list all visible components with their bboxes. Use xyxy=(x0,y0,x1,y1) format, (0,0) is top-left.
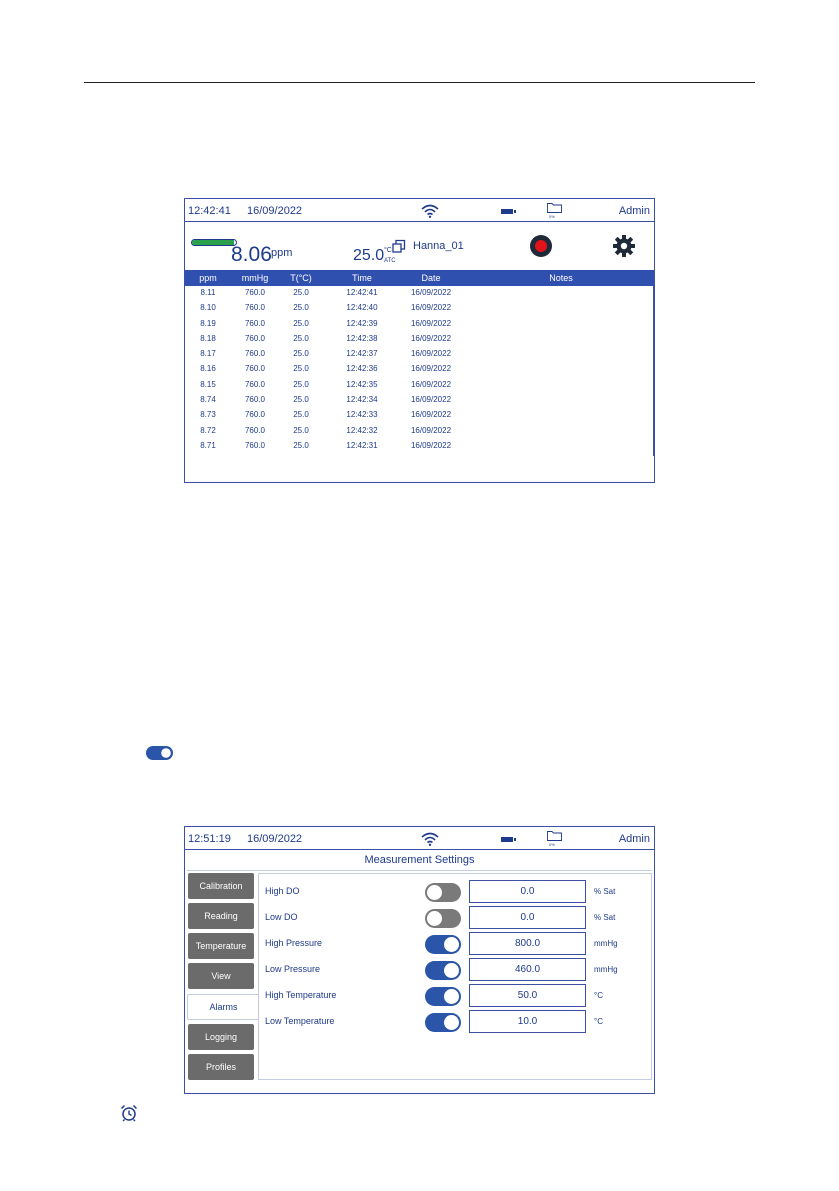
setting-label: High DO xyxy=(265,886,300,896)
reading-value: 8.06 xyxy=(231,243,272,266)
table-row[interactable] xyxy=(185,317,654,332)
cell-ppm: 8.71 xyxy=(200,440,216,450)
cell-date: 16/09/2022 xyxy=(410,379,452,389)
setting-unit: % Sat xyxy=(594,887,616,896)
wifi-icon xyxy=(421,204,439,218)
cell-time: 12:42:36 xyxy=(346,364,378,374)
cell-ppm: 8.19 xyxy=(200,318,216,328)
table-row[interactable] xyxy=(185,362,654,377)
cell-mmhg: 760.0 xyxy=(244,349,266,359)
status-time: 12:51:19 xyxy=(188,833,231,845)
cell-ppm: 8.72 xyxy=(200,425,216,435)
cell-date: 16/09/2022 xyxy=(410,364,452,374)
toggle-knob xyxy=(444,937,459,952)
cell-date: 16/09/2022 xyxy=(410,333,452,343)
setting-row-low-do xyxy=(259,906,651,928)
record-icon xyxy=(535,240,547,252)
table-row[interactable] xyxy=(185,301,654,316)
cell-date: 16/09/2022 xyxy=(410,425,452,435)
tab-profiles[interactable]: Profiles xyxy=(188,1054,254,1080)
cell-time: 12:42:40 xyxy=(346,303,378,313)
toggle-knob xyxy=(444,1015,459,1030)
toggle-icon xyxy=(146,746,173,760)
cell-temp: 25.0 xyxy=(293,288,309,297)
title-divider xyxy=(187,870,652,871)
tab-view[interactable]: View xyxy=(188,963,254,989)
temperature-unit: °C xyxy=(384,247,392,254)
low-do-toggle[interactable] xyxy=(425,909,461,928)
low-temperature-toggle[interactable] xyxy=(425,1013,461,1032)
alarms-panel xyxy=(258,873,652,1080)
battery-icon xyxy=(501,837,513,842)
low-temperature-value-field[interactable]: 10.0 xyxy=(469,1010,586,1033)
setting-row-low-temperature xyxy=(259,1010,651,1032)
low-do-value-field[interactable]: 0.0 xyxy=(469,906,586,929)
tab-reading[interactable]: Reading xyxy=(188,903,254,929)
cell-ppm: 8.11 xyxy=(200,288,216,297)
low-pressure-toggle[interactable] xyxy=(425,961,461,980)
cell-temp: 25.0 xyxy=(293,318,309,328)
cell-mmhg: 760.0 xyxy=(244,288,266,297)
col-date: Date xyxy=(421,273,441,283)
cell-temp: 25.0 xyxy=(293,303,309,313)
cell-ppm: 8.16 xyxy=(200,364,216,374)
page-header-rule xyxy=(84,82,755,83)
setting-unit: °C xyxy=(594,1017,603,1026)
logging-screen xyxy=(184,198,655,483)
cell-mmhg: 760.0 xyxy=(244,410,266,420)
table-row[interactable] xyxy=(185,408,654,423)
battery-icon xyxy=(501,209,513,214)
col-temp: T(°C) xyxy=(290,273,312,283)
stability-bar-fill xyxy=(192,240,234,245)
user-label[interactable]: Admin xyxy=(618,205,650,217)
cell-ppm: 8.74 xyxy=(200,395,216,405)
cell-temp: 25.0 xyxy=(293,440,309,450)
gear-icon[interactable] xyxy=(612,234,636,258)
cell-time: 12:42:33 xyxy=(346,410,378,420)
folder-icon[interactable] xyxy=(547,830,562,841)
toggle-knob xyxy=(444,989,459,1004)
temperature-value: 25.0 xyxy=(353,247,385,264)
cell-mmhg: 760.0 xyxy=(244,425,266,435)
table-row[interactable] xyxy=(185,424,654,439)
cell-time: 12:42:41 xyxy=(346,288,378,297)
cell-mmhg: 760.0 xyxy=(244,303,266,313)
cell-time: 12:42:39 xyxy=(346,318,378,328)
high-do-value-field[interactable]: 0.0 xyxy=(469,880,586,903)
tab-alarms[interactable]: Alarms xyxy=(187,994,259,1020)
cell-time: 12:42:37 xyxy=(346,349,378,359)
storage-percent: 0% xyxy=(549,214,555,219)
alarm-clock-icon xyxy=(120,1104,138,1122)
cell-mmhg: 760.0 xyxy=(244,395,266,405)
cell-mmhg: 760.0 xyxy=(244,379,266,389)
setting-label: Low DO xyxy=(265,912,298,922)
cell-date: 16/09/2022 xyxy=(410,318,452,328)
cell-ppm: 8.10 xyxy=(200,303,216,313)
reading-unit: ppm xyxy=(271,247,293,259)
cell-date: 16/09/2022 xyxy=(410,395,452,405)
cell-date: 16/09/2022 xyxy=(410,410,452,420)
table-row[interactable] xyxy=(185,393,654,408)
cell-temp: 25.0 xyxy=(293,425,309,435)
high-pressure-value-field[interactable]: 800.0 xyxy=(469,932,586,955)
low-pressure-value-field[interactable]: 460.0 xyxy=(469,958,586,981)
cell-time: 12:42:31 xyxy=(346,440,378,450)
tab-temperature[interactable]: Temperature xyxy=(188,933,254,959)
profile-icon[interactable] xyxy=(392,239,406,253)
cell-temp: 25.0 xyxy=(293,364,309,374)
setting-row-high-temperature xyxy=(259,984,651,1006)
log-table-header xyxy=(185,270,654,286)
cell-temp: 25.0 xyxy=(293,333,309,343)
cell-ppm: 8.73 xyxy=(200,410,216,420)
measurement-settings-screen xyxy=(184,826,655,1094)
tab-logging[interactable]: Logging xyxy=(188,1024,254,1050)
record-button[interactable] xyxy=(530,235,552,257)
cell-temp: 25.0 xyxy=(293,349,309,359)
setting-unit: % Sat xyxy=(594,913,616,922)
setting-unit: mmHg xyxy=(594,965,618,974)
cell-ppm: 8.18 xyxy=(200,333,216,343)
table-row[interactable] xyxy=(185,347,654,362)
cell-date: 16/09/2022 xyxy=(410,303,452,313)
setting-unit: °C xyxy=(594,991,603,1000)
setting-label: High Temperature xyxy=(265,990,337,1000)
col-notes: Notes xyxy=(549,273,573,283)
table-row[interactable] xyxy=(185,439,654,454)
cell-mmhg: 760.0 xyxy=(244,440,266,450)
storage-percent: 0% xyxy=(549,842,555,847)
table-row[interactable] xyxy=(185,286,654,301)
cell-date: 16/09/2022 xyxy=(410,349,452,359)
status-date: 16/09/2022 xyxy=(247,205,303,217)
col-ppm: ppm xyxy=(199,273,217,283)
log-table-body[interactable] xyxy=(185,286,654,454)
cell-mmhg: 760.0 xyxy=(244,333,266,343)
toggle-knob xyxy=(444,963,459,978)
high-temperature-toggle[interactable] xyxy=(425,987,461,1006)
high-pressure-toggle[interactable] xyxy=(425,935,461,954)
setting-row-high-do xyxy=(259,880,651,902)
cell-ppm: 8.15 xyxy=(200,379,216,389)
status-bar xyxy=(185,199,654,222)
status-time: 12:42:41 xyxy=(188,205,231,217)
tab-calibration[interactable]: Calibration xyxy=(188,873,254,899)
setting-label: Low Pressure xyxy=(265,964,321,974)
setting-row-high-pressure xyxy=(259,932,651,954)
temperature-mode: ATC xyxy=(384,258,396,264)
table-row[interactable] xyxy=(185,332,654,347)
cell-time: 12:42:35 xyxy=(346,379,378,389)
cell-temp: 25.0 xyxy=(293,410,309,420)
cell-date: 16/09/2022 xyxy=(410,288,452,297)
cell-temp: 25.0 xyxy=(293,395,309,405)
cell-mmhg: 760.0 xyxy=(244,364,266,374)
profile-name[interactable]: Hanna_01 xyxy=(413,240,464,252)
status-date: 16/09/2022 xyxy=(247,833,303,845)
setting-unit: mmHg xyxy=(594,939,618,948)
cell-time: 12:42:38 xyxy=(346,333,378,343)
setting-label: High Pressure xyxy=(265,938,323,948)
high-temperature-value-field[interactable]: 50.0 xyxy=(469,984,586,1007)
cell-mmhg: 760.0 xyxy=(244,318,266,328)
page-title: Measurement Settings xyxy=(364,854,475,866)
table-row[interactable] xyxy=(185,378,654,393)
high-do-toggle[interactable] xyxy=(425,883,461,902)
folder-icon[interactable] xyxy=(547,202,562,213)
cell-ppm: 8.17 xyxy=(200,349,216,359)
toggle-knob xyxy=(427,885,442,900)
cell-time: 12:42:34 xyxy=(346,395,378,405)
wifi-icon xyxy=(421,832,439,846)
table-scrollbar[interactable] xyxy=(653,286,654,456)
user-label[interactable]: Admin xyxy=(618,833,650,845)
cell-time: 12:42:32 xyxy=(346,425,378,435)
col-mmhg: mmHg xyxy=(241,273,269,283)
col-time: Time xyxy=(352,273,372,283)
cell-temp: 25.0 xyxy=(293,379,309,389)
setting-label: Low Temperature xyxy=(265,1016,335,1026)
toggle-knob xyxy=(427,911,442,926)
cell-date: 16/09/2022 xyxy=(410,440,452,450)
status-bar xyxy=(185,827,654,850)
setting-row-low-pressure xyxy=(259,958,651,980)
